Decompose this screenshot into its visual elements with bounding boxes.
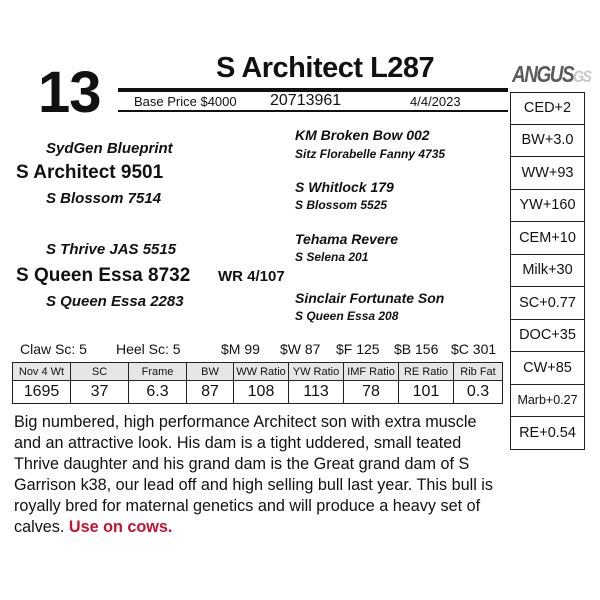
index-m: $M 99 — [221, 341, 260, 357]
performance-header-row — [13, 363, 503, 381]
lot-number: 13 — [38, 60, 101, 125]
header-rule-bottom — [118, 110, 508, 112]
value-cell: 6.3 — [129, 381, 187, 404]
index-b: $B 156 — [394, 341, 439, 357]
birth-date: 4/4/2023 — [410, 94, 461, 109]
index-c: $C 301 — [451, 341, 497, 357]
epd-cem: CEM+10 — [510, 222, 585, 255]
epd-milk: Milk+30 — [510, 255, 585, 288]
pedigree-ddd: S Queen Essa 208 — [295, 309, 399, 323]
base-price: Base Price $4000 — [134, 94, 237, 109]
pedigree-sire-dam: S Blossom 7514 — [46, 190, 162, 207]
epd-ced: CED+2 — [510, 92, 585, 125]
header-cell: Frame — [129, 363, 187, 381]
pedigree-dam-sire: S Thrive JAS 5515 — [46, 241, 177, 258]
epd-doc: DOC+35 — [510, 320, 585, 353]
epd-cw: CW+85 — [510, 352, 585, 385]
header-cell: WW Ratio — [234, 363, 289, 381]
description-text: Big numbered, high performance Architect son with extra muscle and an attractive look. His dam is a tight uddered, small teated Thrive daughter and his grand dam is the Great grand dam of S Garrison k38, our lead off and high selling bull last year. This bull is royally bred for maternal genetics and will produce a heavy set of calves. — [14, 413, 494, 536]
index-f: $F 125 — [336, 341, 380, 357]
index-w: $W 87 — [280, 341, 321, 357]
pedigree-ssd: Sitz Florabelle Fanny 4735 — [295, 147, 446, 161]
registration-number: 20713961 — [270, 92, 342, 109]
epd-yw: YW+160 — [510, 190, 585, 223]
epd-re: RE+0.54 — [510, 417, 585, 450]
value-cell: 1695 — [13, 381, 71, 404]
angus-logo-text: ANGUS — [512, 62, 574, 88]
epd-marb: Marb+0.27 — [510, 385, 585, 418]
dam-weaning-ratio: WR 4/107 — [218, 268, 285, 285]
angus-gs-logo — [512, 64, 590, 87]
epd-bw: BW+3.0 — [510, 125, 585, 158]
value-cell: 108 — [234, 381, 289, 404]
bull-description — [14, 412, 504, 538]
header-cell: BW — [187, 363, 234, 381]
value-cell: 113 — [289, 381, 344, 404]
epd-column — [510, 92, 585, 450]
header-cell: Rib Fat — [454, 363, 503, 381]
header-cell: RE Ratio — [399, 363, 454, 381]
value-cell: 37 — [71, 381, 129, 404]
header-cell: SC — [71, 363, 129, 381]
pedigree-sds: S Whitlock 179 — [295, 179, 394, 195]
performance-value-row — [13, 381, 503, 404]
pedigree-dss: Tehama Revere — [295, 231, 398, 247]
header-cell: IMF Ratio — [344, 363, 399, 381]
epd-ww: WW+93 — [510, 157, 585, 190]
value-cell: 0.3 — [454, 381, 503, 404]
pedigree-sss: KM Broken Bow 002 — [295, 127, 430, 143]
description-highlight: Use on cows. — [68, 518, 173, 536]
pedigree-dam-dam: S Queen Essa 2283 — [46, 293, 184, 310]
claw-score: Claw Sc: 5 — [20, 341, 87, 357]
value-cell: 101 — [399, 381, 454, 404]
pedigree-dsd: S Selena 201 — [295, 250, 369, 264]
header-cell: YW Ratio — [289, 363, 344, 381]
pedigree-dam: S Queen Essa 8732 — [16, 265, 191, 286]
pedigree-dds: Sinclair Fortunate Son — [295, 290, 445, 306]
bull-name: S Architect L287 — [216, 52, 435, 84]
value-cell: 78 — [344, 381, 399, 404]
performance-table — [12, 362, 503, 404]
heel-score: Heel Sc: 5 — [116, 341, 181, 357]
header-cell: Nov 4 Wt — [13, 363, 71, 381]
pedigree-sire-sire: SydGen Blueprint — [46, 140, 173, 157]
pedigree-sire: S Architect 9501 — [16, 162, 164, 183]
gs-logo-text: GS — [573, 66, 591, 86]
epd-sc: SC+0.77 — [510, 287, 585, 320]
value-cell: 87 — [187, 381, 234, 404]
pedigree-sdd: S Blossom 5525 — [295, 198, 388, 212]
